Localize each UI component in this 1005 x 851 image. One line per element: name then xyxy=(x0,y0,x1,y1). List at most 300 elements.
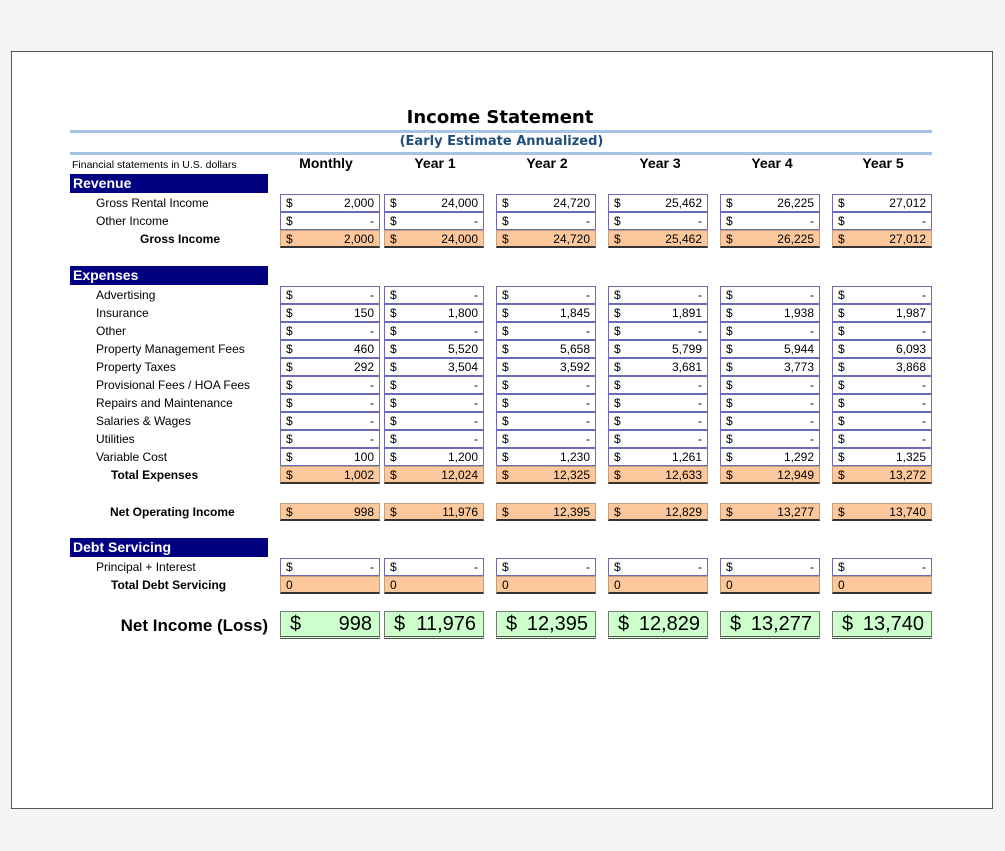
cell-value: 24,000 xyxy=(441,196,478,210)
cell-value: 0 xyxy=(614,578,621,592)
net-income-value: 12,395 xyxy=(526,613,588,635)
cell-value: 1,845 xyxy=(559,306,590,320)
cell-value: - xyxy=(922,288,926,302)
currency-symbol: $ xyxy=(838,468,845,482)
cell-value: - xyxy=(810,560,814,574)
cell-value: - xyxy=(586,560,590,574)
currency-symbol: $ xyxy=(838,396,845,410)
cell-value: - xyxy=(922,396,926,410)
cell-value: 12,829 xyxy=(665,505,702,519)
cell-value: 1,938 xyxy=(783,306,814,320)
value-cell[interactable] xyxy=(496,340,596,358)
net-income-value: 13,277 xyxy=(750,613,812,635)
cell-value: 1,261 xyxy=(671,450,702,464)
cell-value: - xyxy=(922,414,926,428)
value-cell[interactable] xyxy=(720,212,820,230)
cell-value: - xyxy=(474,414,478,428)
cell-value: 5,944 xyxy=(783,342,814,356)
value-cell[interactable] xyxy=(832,322,932,340)
cell-value: 12,024 xyxy=(441,468,478,482)
value-cell[interactable] xyxy=(608,448,708,466)
value-cell[interactable] xyxy=(280,503,380,521)
value-cell[interactable] xyxy=(608,322,708,340)
cell-value: 12,949 xyxy=(777,468,814,482)
currency-symbol: $ xyxy=(726,505,733,519)
cell-value: 100 xyxy=(353,450,374,464)
value-cell[interactable] xyxy=(384,558,484,576)
value-cell[interactable] xyxy=(496,322,596,340)
currency-symbol: $ xyxy=(394,613,406,635)
cell-value: - xyxy=(810,396,814,410)
value-cell[interactable] xyxy=(384,466,484,484)
value-cell[interactable] xyxy=(608,394,708,412)
currency-symbol: $ xyxy=(614,306,621,320)
value-cell[interactable] xyxy=(496,430,596,448)
currency-symbol: $ xyxy=(726,324,733,338)
currency-symbol: $ xyxy=(502,342,509,356)
column-header-year-3: Year 3 xyxy=(639,155,681,171)
value-cell[interactable] xyxy=(720,194,820,212)
cell-value: 2,000 xyxy=(343,232,374,246)
currency-symbol: $ xyxy=(614,324,621,338)
cell-value: - xyxy=(474,288,478,302)
value-cell[interactable] xyxy=(496,304,596,322)
section-header-debt-servicing: Debt Servicing xyxy=(70,538,268,557)
currency-symbol: $ xyxy=(390,360,397,374)
net-income-cell[interactable] xyxy=(496,611,596,639)
cell-value: 3,592 xyxy=(559,360,590,374)
row-label: Insurance xyxy=(96,306,149,320)
currency-symbol: $ xyxy=(614,505,621,519)
currency-symbol: $ xyxy=(286,214,293,228)
currency-symbol: $ xyxy=(286,288,293,302)
value-cell[interactable] xyxy=(608,194,708,212)
currency-symbol: $ xyxy=(838,414,845,428)
value-cell[interactable] xyxy=(496,576,596,594)
currency-symbol: $ xyxy=(502,324,509,338)
value-cell[interactable] xyxy=(496,230,596,248)
currency-symbol: $ xyxy=(842,613,854,635)
value-cell[interactable] xyxy=(280,322,380,340)
value-cell[interactable] xyxy=(720,558,820,576)
currency-symbol: $ xyxy=(726,360,733,374)
cell-value: 3,681 xyxy=(671,360,702,374)
row-label: Net Operating Income xyxy=(110,505,235,519)
cell-value: 12,325 xyxy=(553,468,590,482)
currency-symbol: $ xyxy=(286,505,293,519)
cell-value: 998 xyxy=(353,505,374,519)
cell-value: - xyxy=(698,378,702,392)
currency-symbol: $ xyxy=(390,560,397,574)
currency-symbol: $ xyxy=(290,613,302,635)
net-income-value: 11,976 xyxy=(416,613,476,635)
cell-value: - xyxy=(810,324,814,338)
value-cell[interactable] xyxy=(384,194,484,212)
cell-value: 1,200 xyxy=(447,450,478,464)
cell-value: 13,277 xyxy=(777,505,814,519)
value-cell[interactable] xyxy=(608,212,708,230)
currency-symbol: $ xyxy=(838,196,845,210)
currency-symbol: $ xyxy=(726,396,733,410)
value-cell[interactable] xyxy=(832,576,932,594)
value-cell[interactable] xyxy=(384,230,484,248)
currency-symbol: $ xyxy=(286,378,293,392)
net-income-value: 998 xyxy=(338,613,372,635)
value-cell[interactable] xyxy=(720,304,820,322)
cell-value: 27,012 xyxy=(889,196,926,210)
value-cell[interactable] xyxy=(496,412,596,430)
currency-symbol: $ xyxy=(390,196,397,210)
value-cell[interactable] xyxy=(280,558,380,576)
currency-symbol: $ xyxy=(614,468,621,482)
value-cell[interactable] xyxy=(384,448,484,466)
currency-symbol: $ xyxy=(614,450,621,464)
value-cell[interactable] xyxy=(720,412,820,430)
value-cell[interactable] xyxy=(384,286,484,304)
currency-symbol: $ xyxy=(502,560,509,574)
value-cell[interactable] xyxy=(496,194,596,212)
currency-symbol: $ xyxy=(838,378,845,392)
currency-symbol: $ xyxy=(286,306,293,320)
value-cell[interactable] xyxy=(832,286,932,304)
cell-value: 24,000 xyxy=(441,232,478,246)
currency-symbol: $ xyxy=(286,560,293,574)
currency-symbol: $ xyxy=(390,232,397,246)
row-label: Gross Rental Income xyxy=(96,196,209,210)
value-cell[interactable] xyxy=(384,430,484,448)
cell-value: - xyxy=(698,414,702,428)
currency-symbol: $ xyxy=(726,196,733,210)
currency-symbol: $ xyxy=(390,288,397,302)
net-income-cell[interactable] xyxy=(384,611,484,639)
currency-symbol: $ xyxy=(286,342,293,356)
value-cell[interactable] xyxy=(496,448,596,466)
currency-symbol: $ xyxy=(286,324,293,338)
value-cell[interactable] xyxy=(280,230,380,248)
currency-symbol: $ xyxy=(726,414,733,428)
title-rule-top xyxy=(70,130,932,133)
currency-symbol: $ xyxy=(390,306,397,320)
value-cell[interactable] xyxy=(280,394,380,412)
value-cell[interactable] xyxy=(720,230,820,248)
value-cell[interactable] xyxy=(280,340,380,358)
currency-symbol: $ xyxy=(502,378,509,392)
currency-symbol: $ xyxy=(614,432,621,446)
cell-value: - xyxy=(370,324,374,338)
value-cell[interactable] xyxy=(384,503,484,521)
value-cell[interactable] xyxy=(832,230,932,248)
net-income-cell[interactable] xyxy=(608,611,708,639)
value-cell[interactable] xyxy=(832,558,932,576)
currency-symbol: $ xyxy=(390,450,397,464)
cell-value: - xyxy=(586,396,590,410)
cell-value: 3,773 xyxy=(783,360,814,374)
currency-symbol: $ xyxy=(286,432,293,446)
row-label: Salaries & Wages xyxy=(96,414,191,428)
cell-value: - xyxy=(698,432,702,446)
currency-symbol: $ xyxy=(726,468,733,482)
value-cell[interactable] xyxy=(832,304,932,322)
value-cell[interactable] xyxy=(280,412,380,430)
currency-symbol: $ xyxy=(838,232,845,246)
currency-symbol: $ xyxy=(390,378,397,392)
value-cell[interactable] xyxy=(384,212,484,230)
currency-symbol: $ xyxy=(614,360,621,374)
cell-value: 1,325 xyxy=(895,450,926,464)
currency-symbol: $ xyxy=(838,288,845,302)
currency-symbol: $ xyxy=(838,306,845,320)
currency-symbol: $ xyxy=(502,414,509,428)
value-cell[interactable] xyxy=(384,394,484,412)
column-header-year-1: Year 1 xyxy=(414,155,456,171)
currency-symbol: $ xyxy=(726,378,733,392)
value-cell[interactable] xyxy=(496,376,596,394)
value-cell[interactable] xyxy=(832,430,932,448)
cell-value: - xyxy=(586,288,590,302)
cell-value: - xyxy=(922,432,926,446)
row-label: Property Management Fees xyxy=(96,342,245,356)
currency-symbol: $ xyxy=(614,232,621,246)
cell-value: - xyxy=(586,414,590,428)
currency-symbol: $ xyxy=(286,450,293,464)
row-label: Gross Income xyxy=(140,232,221,246)
row-label: Other Income xyxy=(96,214,169,228)
cell-value: 3,868 xyxy=(895,360,926,374)
cell-value: - xyxy=(922,378,926,392)
section-header-revenue: Revenue xyxy=(70,174,268,193)
value-cell[interactable] xyxy=(832,394,932,412)
value-cell[interactable] xyxy=(608,558,708,576)
value-cell[interactable] xyxy=(832,358,932,376)
value-cell[interactable] xyxy=(832,466,932,484)
currency-symbol: $ xyxy=(286,414,293,428)
value-cell[interactable] xyxy=(832,194,932,212)
currency-symbol: $ xyxy=(618,613,630,635)
value-cell[interactable] xyxy=(280,212,380,230)
value-cell[interactable] xyxy=(832,340,932,358)
cell-value: - xyxy=(698,560,702,574)
cell-value: 24,720 xyxy=(553,232,590,246)
value-cell[interactable] xyxy=(496,558,596,576)
value-cell[interactable] xyxy=(608,576,708,594)
currency-symbol: $ xyxy=(614,342,621,356)
net-income-value: 12,829 xyxy=(638,613,700,635)
value-cell[interactable] xyxy=(280,286,380,304)
value-cell[interactable] xyxy=(608,466,708,484)
value-cell[interactable] xyxy=(608,412,708,430)
cell-value: - xyxy=(698,396,702,410)
value-cell[interactable] xyxy=(720,448,820,466)
cell-value: 26,225 xyxy=(777,232,814,246)
value-cell[interactable] xyxy=(280,466,380,484)
value-cell[interactable] xyxy=(608,230,708,248)
value-cell[interactable] xyxy=(720,376,820,394)
value-cell[interactable] xyxy=(720,340,820,358)
currency-symbol: $ xyxy=(838,450,845,464)
cell-value: 24,720 xyxy=(553,196,590,210)
value-cell[interactable] xyxy=(280,358,380,376)
cell-value: - xyxy=(810,414,814,428)
cell-value: - xyxy=(474,378,478,392)
value-cell[interactable] xyxy=(720,430,820,448)
cell-value: - xyxy=(370,432,374,446)
currency-symbol: $ xyxy=(838,342,845,356)
value-cell[interactable] xyxy=(608,358,708,376)
currency-symbol: $ xyxy=(502,450,509,464)
row-label: Principal + Interest xyxy=(96,560,196,574)
currency-symbol: $ xyxy=(502,196,509,210)
net-income-value: 13,740 xyxy=(862,613,924,635)
cell-value: 6,093 xyxy=(895,342,926,356)
currency-symbol: $ xyxy=(838,505,845,519)
value-cell[interactable] xyxy=(496,503,596,521)
currency-symbol: $ xyxy=(614,196,621,210)
row-label: Repairs and Maintenance xyxy=(96,396,233,410)
cell-value: - xyxy=(698,324,702,338)
cell-value: 13,272 xyxy=(889,468,926,482)
currency-symbol: $ xyxy=(614,378,621,392)
value-cell[interactable] xyxy=(384,322,484,340)
value-cell[interactable] xyxy=(720,286,820,304)
currency-symbol: $ xyxy=(502,306,509,320)
value-cell[interactable] xyxy=(720,576,820,594)
value-cell[interactable] xyxy=(496,286,596,304)
cell-value: - xyxy=(810,214,814,228)
currency-symbol: $ xyxy=(838,324,845,338)
currency-symbol: $ xyxy=(502,232,509,246)
currency-symbol: $ xyxy=(286,468,293,482)
currency-symbol: $ xyxy=(390,468,397,482)
cell-value: - xyxy=(698,214,702,228)
cell-value: 25,462 xyxy=(665,232,702,246)
cell-value: 1,987 xyxy=(895,306,926,320)
value-cell[interactable] xyxy=(280,304,380,322)
value-cell[interactable] xyxy=(384,376,484,394)
cell-value: 0 xyxy=(502,578,509,592)
cell-value: - xyxy=(586,378,590,392)
row-label: Advertising xyxy=(96,288,156,302)
cell-value: 292 xyxy=(353,360,374,374)
cell-value: - xyxy=(922,324,926,338)
cell-value: - xyxy=(810,432,814,446)
currency-symbol: $ xyxy=(614,396,621,410)
cell-value: - xyxy=(370,414,374,428)
value-cell[interactable] xyxy=(832,448,932,466)
value-cell[interactable] xyxy=(720,322,820,340)
cell-value: 11,976 xyxy=(442,505,478,519)
value-cell[interactable] xyxy=(720,466,820,484)
column-header-year-2: Year 2 xyxy=(526,155,568,171)
column-header-monthly: Monthly xyxy=(299,155,353,171)
currency-symbol: $ xyxy=(502,505,509,519)
currency-symbol: $ xyxy=(726,214,733,228)
value-cell[interactable] xyxy=(384,576,484,594)
currency-symbol: $ xyxy=(286,396,293,410)
cell-value: - xyxy=(586,214,590,228)
currency-symbol: $ xyxy=(390,396,397,410)
value-cell[interactable] xyxy=(832,376,932,394)
value-cell[interactable] xyxy=(496,394,596,412)
cell-value: 12,633 xyxy=(665,468,702,482)
value-cell[interactable] xyxy=(832,503,932,521)
net-income-cell[interactable] xyxy=(832,611,932,639)
cell-value: 3,504 xyxy=(447,360,478,374)
value-cell[interactable] xyxy=(280,430,380,448)
value-cell[interactable] xyxy=(280,194,380,212)
value-cell[interactable] xyxy=(384,304,484,322)
value-cell[interactable] xyxy=(280,576,380,594)
statement-subtitle: (Early Estimate Annualized) xyxy=(399,134,604,149)
cell-value: 5,799 xyxy=(671,342,702,356)
value-cell[interactable] xyxy=(496,466,596,484)
row-label: Total Expenses xyxy=(111,468,199,482)
cell-value: 25,462 xyxy=(665,196,702,210)
value-cell[interactable] xyxy=(720,358,820,376)
cell-value: - xyxy=(474,214,478,228)
value-cell[interactable] xyxy=(608,340,708,358)
currency-symbol: $ xyxy=(390,414,397,428)
currency-symbol: $ xyxy=(614,288,621,302)
value-cell[interactable] xyxy=(384,340,484,358)
value-cell[interactable] xyxy=(280,448,380,466)
currency-symbol: $ xyxy=(390,342,397,356)
cell-value: 26,225 xyxy=(777,196,814,210)
currency-symbol: $ xyxy=(838,360,845,374)
currency-symbol: $ xyxy=(726,342,733,356)
currency-symbol: $ xyxy=(730,613,742,635)
cell-value: 150 xyxy=(353,306,374,320)
currency-symbol: $ xyxy=(838,214,845,228)
net-income-cell[interactable] xyxy=(720,611,820,639)
value-cell[interactable] xyxy=(608,286,708,304)
value-cell[interactable] xyxy=(384,412,484,430)
currency-symbol: $ xyxy=(286,196,293,210)
cell-value: - xyxy=(370,396,374,410)
cell-value: 5,520 xyxy=(447,342,478,356)
column-header-year-4: Year 4 xyxy=(751,155,793,171)
currency-note: Financial statements in U.S. dollars xyxy=(72,159,237,171)
cell-value: 1,292 xyxy=(783,450,814,464)
currency-symbol: $ xyxy=(502,360,509,374)
value-cell[interactable] xyxy=(608,503,708,521)
currency-symbol: $ xyxy=(502,214,509,228)
value-cell[interactable] xyxy=(608,304,708,322)
row-label: Total Debt Servicing xyxy=(111,578,227,592)
currency-symbol: $ xyxy=(390,324,397,338)
value-cell[interactable] xyxy=(496,212,596,230)
value-cell[interactable] xyxy=(384,358,484,376)
value-cell[interactable] xyxy=(280,376,380,394)
cell-value: - xyxy=(474,324,478,338)
cell-value: - xyxy=(922,560,926,574)
value-cell[interactable] xyxy=(720,394,820,412)
value-cell[interactable] xyxy=(832,212,932,230)
currency-symbol: $ xyxy=(506,613,518,635)
cell-value: - xyxy=(586,432,590,446)
cell-value: - xyxy=(810,288,814,302)
row-label: Other xyxy=(96,324,127,338)
value-cell[interactable] xyxy=(720,503,820,521)
cell-value: 2,000 xyxy=(343,196,374,210)
value-cell[interactable] xyxy=(608,430,708,448)
currency-symbol: $ xyxy=(614,414,621,428)
value-cell[interactable] xyxy=(608,376,708,394)
value-cell[interactable] xyxy=(832,412,932,430)
cell-value: - xyxy=(370,214,374,228)
net-income-cell[interactable] xyxy=(280,611,380,639)
cell-value: 13,740 xyxy=(889,505,926,519)
value-cell[interactable] xyxy=(496,358,596,376)
